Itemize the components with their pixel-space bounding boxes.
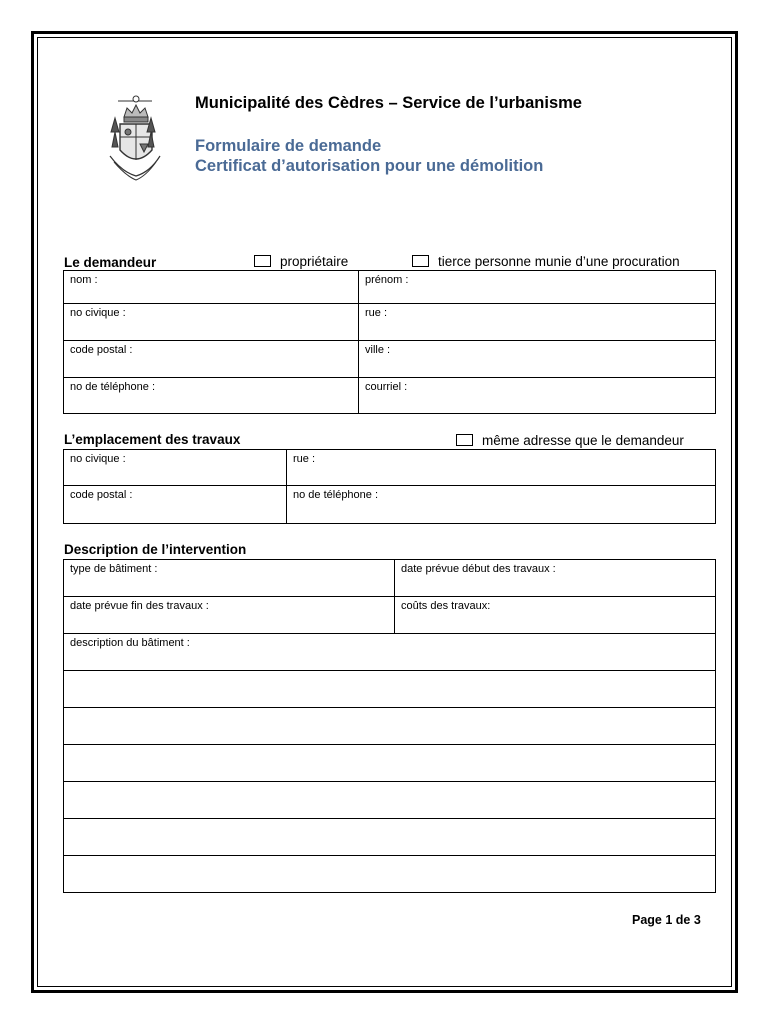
form-subtitle: Certificat d’autorisation pour une démolition — [195, 157, 544, 175]
description-table — [63, 559, 716, 893]
field-label: courriel : — [365, 381, 408, 393]
field-rue[interactable] — [359, 304, 716, 341]
form-title-block — [195, 136, 543, 176]
location-section-title: L’emplacement des travaux — [64, 432, 241, 447]
description-blank-line[interactable] — [64, 856, 716, 893]
checkbox-third-party[interactable] — [412, 254, 680, 268]
location-field-code-postal[interactable] — [64, 486, 287, 524]
field-telephone[interactable] — [64, 378, 359, 414]
field-label: code postal : — [70, 344, 133, 356]
field-nom[interactable] — [64, 271, 359, 304]
location-field-telephone[interactable] — [287, 486, 716, 524]
description-section-title: Description de l’intervention — [64, 542, 247, 557]
checkbox-third-party-label: tierce personne munie d’une procuration — [438, 253, 680, 269]
field-label: date prévue début des travaux : — [401, 563, 556, 575]
description-blank-line[interactable] — [64, 708, 716, 745]
checkbox-box[interactable] — [412, 255, 429, 267]
checkbox-same-address-label: même adresse que le demandeur — [482, 432, 684, 448]
field-label: no civique : — [70, 453, 126, 465]
applicant-section-title: Le demandeur — [64, 255, 157, 270]
field-code-postal[interactable] — [64, 341, 359, 378]
location-field-rue[interactable] — [287, 450, 716, 486]
field-label: description du bâtiment : — [70, 637, 190, 649]
field-date-debut[interactable] — [395, 560, 716, 597]
field-date-fin[interactable] — [64, 597, 395, 634]
field-label: rue : — [365, 307, 388, 319]
description-blank-line[interactable] — [64, 782, 716, 819]
description-blank-line[interactable] — [64, 671, 716, 708]
location-field-no-civique[interactable] — [64, 450, 287, 486]
form-title: Formulaire de demande — [195, 137, 382, 155]
field-no-civique[interactable] — [64, 304, 359, 341]
page-number: Page 1 de 3 — [632, 913, 701, 927]
field-label: nom : — [70, 274, 98, 286]
field-label: prénom : — [365, 274, 409, 286]
checkbox-same-address[interactable] — [456, 433, 684, 447]
field-description-batiment[interactable] — [64, 634, 716, 671]
description-blank-line[interactable] — [64, 745, 716, 782]
location-table — [63, 449, 716, 524]
field-label: date prévue fin des travaux : — [70, 600, 209, 612]
field-couts[interactable] — [395, 597, 716, 634]
municipal-coat-of-arms-logo — [104, 92, 162, 182]
checkbox-box[interactable] — [456, 434, 473, 446]
applicant-table — [63, 270, 716, 414]
field-prenom[interactable] — [359, 271, 716, 304]
field-label: no civique : — [70, 307, 126, 319]
checkbox-box[interactable] — [254, 255, 271, 267]
municipality-heading: Municipalité des Cèdres – Service de l’urbanisme — [195, 94, 582, 112]
field-type-batiment[interactable] — [64, 560, 395, 597]
field-courriel[interactable] — [359, 378, 716, 414]
field-label: rue : — [293, 453, 316, 465]
field-label: coûts des travaux: — [401, 600, 491, 612]
field-label: type de bâtiment : — [70, 563, 158, 575]
field-label: code postal : — [70, 489, 133, 501]
field-label: no de téléphone : — [293, 489, 379, 501]
field-ville[interactable] — [359, 341, 716, 378]
field-label: ville : — [365, 344, 391, 356]
checkbox-owner-label: propriétaire — [280, 253, 349, 269]
field-label: no de téléphone : — [70, 381, 156, 393]
checkbox-owner[interactable] — [254, 254, 348, 268]
description-blank-line[interactable] — [64, 819, 716, 856]
